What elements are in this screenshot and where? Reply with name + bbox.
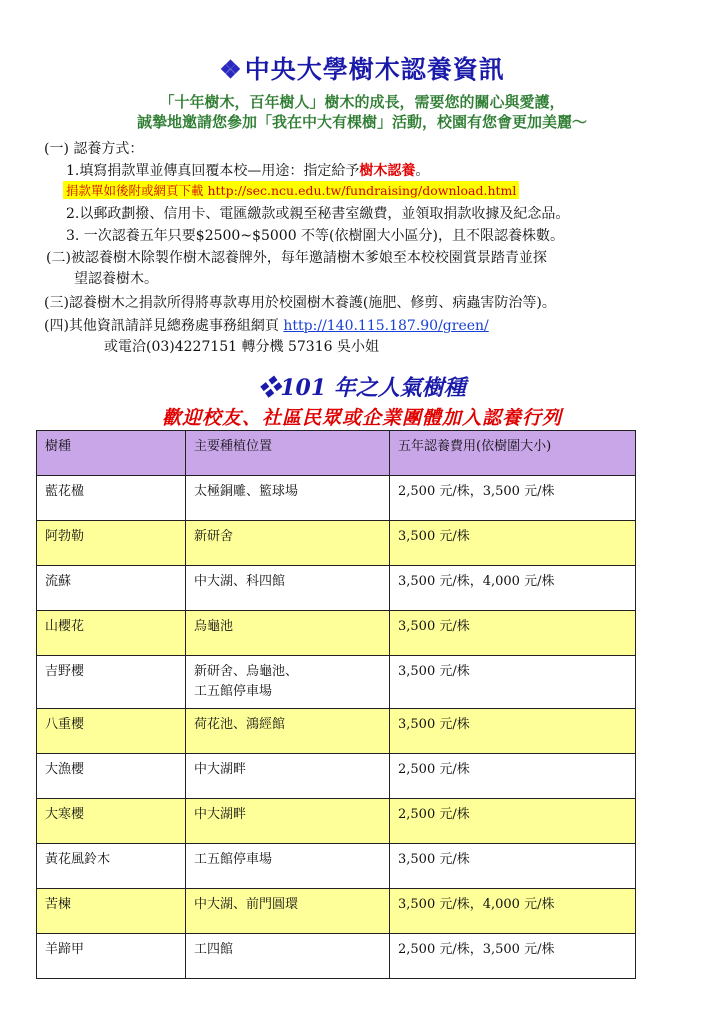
tree-location: 工四館 [186, 934, 390, 979]
diamond-icon: ❖ [258, 375, 281, 401]
table-header-row [37, 431, 636, 476]
tree-fee: 3,500 元/株 [390, 521, 636, 566]
section-2-line-2: 望認養樹木。 [74, 271, 158, 287]
table-row [37, 566, 636, 611]
tree-location: 中大湖畔 [186, 754, 390, 799]
tree-name: 大漁櫻 [37, 754, 186, 799]
slogan-line-2: 誠摯地邀請您參加「我在中大有棵樹」活動，校園有您會更加美麗～ [136, 113, 587, 131]
column-header-location: 主要種植位置 [186, 431, 390, 476]
tree-name: 苦楝 [37, 889, 186, 934]
tree-name: 山櫻花 [37, 611, 186, 656]
contact-line: 或電洽(03)4227151 轉分機 57316 吳小姐 [104, 339, 379, 355]
tree-name: 阿勃勒 [37, 521, 186, 566]
tree-name: 八重櫻 [37, 709, 186, 754]
invite-banner: 歡迎校友、社區民眾或企業團體加入認養行列 [161, 407, 562, 429]
tree-fee: 2,500 元/株，3,500 元/株 [390, 476, 636, 521]
tree-fee: 3,500 元/株 [390, 611, 636, 656]
tree-name: 流蘇 [37, 566, 186, 611]
table-row [37, 611, 636, 656]
tree-name: 藍花楹 [37, 476, 186, 521]
tree-location: 工五館停車場 [186, 844, 390, 889]
table-row [37, 889, 636, 934]
tree-fee: 3,500 元/株 [390, 656, 636, 709]
download-note-link[interactable]: 捐款單如後附或網頁下載 http://sec.ncu.edu.tw/fundraising/download.html [63, 181, 519, 199]
table-row [37, 521, 636, 566]
column-header-species: 樹種 [37, 431, 186, 476]
section-4: (四)其他資訊請詳見總務處事務組網頁 http://140.115.187.90/green/ [44, 318, 489, 334]
tree-location: 中大湖畔 [186, 799, 390, 844]
section-3: (三)認養樹木之捐款所得將專款專用於校園樹木養護(施肥、修剪、病蟲害防治等)。 [44, 295, 556, 311]
tree-table [36, 430, 636, 979]
section-2-line-1: (二)被認養樹木除製作樹木認養牌外，每年邀請樹木爹娘至本校校園賞景踏青並探 [46, 250, 547, 266]
column-header-fee: 五年認養費用(依樹圍大小) [390, 431, 636, 476]
table-row [37, 709, 636, 754]
table-row [37, 934, 636, 979]
adoption-step-1: 1.填寫捐款單並傳真回覆本校—用途：指定給予樹木認養。 [66, 163, 430, 179]
tree-location: 太極銅雕、籃球場 [186, 476, 390, 521]
tree-name: 大寒櫻 [37, 799, 186, 844]
page-title: ❖中央大學樹木認養資訊 [219, 55, 505, 84]
tree-location: 新研舍、烏龜池、 工五館停車場 [186, 656, 390, 709]
table-row [37, 476, 636, 521]
adoption-step-3: 3. 一次認養五年只要$2500~$5000 不等(依樹圍大小區分)，且不限認養株數。 [66, 228, 564, 244]
purpose-highlight: 樹木認養 [359, 163, 416, 179]
section-1-label: (一) 認養方式： [44, 141, 144, 157]
tree-location: 中大湖、科四館 [186, 566, 390, 611]
tree-name: 吉野櫻 [37, 656, 186, 709]
tree-fee: 3,500 元/株，4,000 元/株 [390, 889, 636, 934]
table-row [37, 656, 636, 709]
table-row [37, 799, 636, 844]
table-row [37, 754, 636, 799]
tree-name: 黃花風鈴木 [37, 844, 186, 889]
tree-location: 荷花池、鴻經館 [186, 709, 390, 754]
tree-fee: 3,500 元/株 [390, 844, 636, 889]
tree-fee: 2,500 元/株 [390, 799, 636, 844]
tree-location: 烏龜池 [186, 611, 390, 656]
adoption-step-2: 2.以郵政劃撥、信用卡、電匯繳款或親至秘書室繳費，並領取捐款收據及紀念品。 [66, 206, 570, 222]
tree-fee: 2,500 元/株，3,500 元/株 [390, 934, 636, 979]
table-row [37, 844, 636, 889]
diamond-icon: ❖ [219, 55, 243, 84]
tree-fee: 3,500 元/株，4,000 元/株 [390, 566, 636, 611]
tree-fee: 2,500 元/株 [390, 754, 636, 799]
trees-section-title: ❖101 年之人氣樹種 [258, 375, 466, 401]
tree-fee: 3,500 元/株 [390, 709, 636, 754]
slogan-line-1: 「十年樹木，百年樹人」樹木的成長，需要您的關心與愛護， [159, 93, 565, 111]
tree-location: 中大湖、前門圓環 [186, 889, 390, 934]
tree-location: 新研舍 [186, 521, 390, 566]
tree-name: 羊蹄甲 [37, 934, 186, 979]
green-website-link[interactable]: http://140.115.187.90/green/ [283, 318, 489, 334]
